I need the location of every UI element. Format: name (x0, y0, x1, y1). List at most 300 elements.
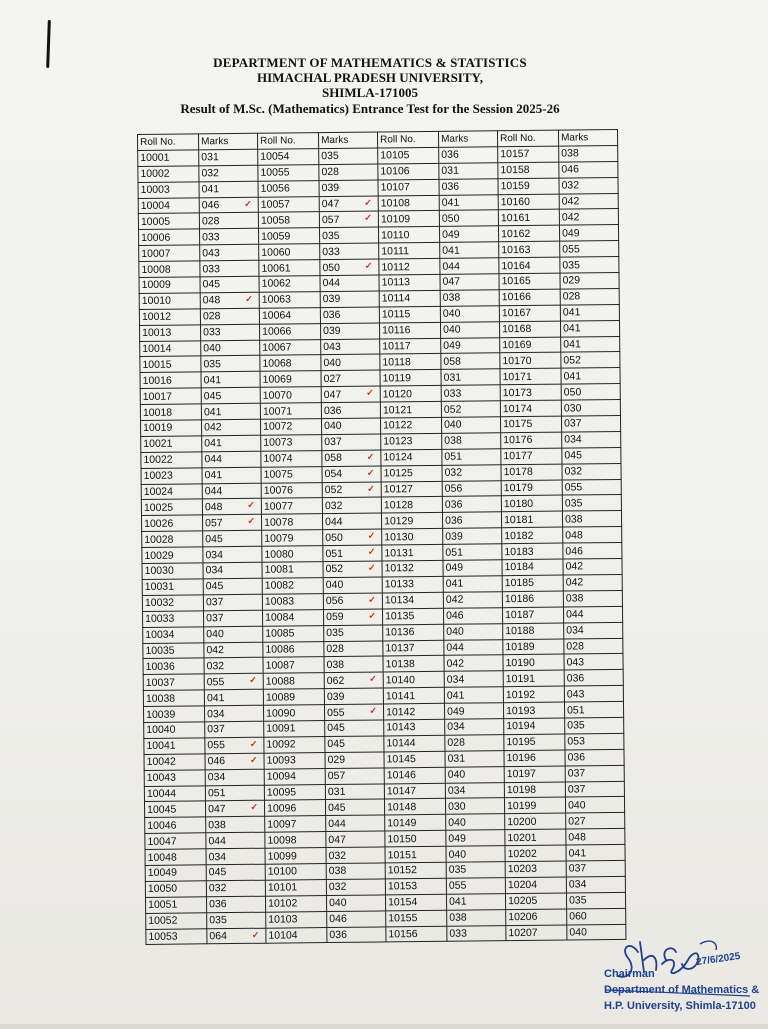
red-tick-mark-icon: ✓ (364, 260, 373, 271)
column-header: Marks (438, 131, 497, 148)
marks-value: 035 (568, 894, 587, 907)
roll-number-cell (263, 625, 324, 642)
red-tick-mark-icon: ✓ (368, 594, 376, 605)
marks-value: 041 (203, 405, 222, 418)
roll-number: 10182 (504, 529, 534, 542)
marks-value: 042 (561, 195, 580, 208)
marks-cell (441, 385, 500, 402)
marks-cell (562, 479, 621, 496)
roll-number: 10202 (507, 847, 537, 860)
marks-value: 042 (206, 644, 225, 657)
roll-number-cell (260, 339, 321, 356)
marks-value: 033 (202, 230, 220, 244)
roll-number: 10023 (143, 469, 173, 483)
roll-number: 10080 (264, 547, 294, 561)
marks-cell (562, 511, 621, 528)
roll-number: 10193 (505, 704, 536, 717)
marks-value: 058 (443, 355, 461, 368)
roll-number: 10120 (382, 387, 413, 401)
marks-value: 051 (445, 546, 463, 559)
roll-number: 10144 (386, 737, 416, 750)
marks-value: 044 (446, 641, 464, 654)
marks-cell (326, 847, 385, 864)
roll-number: 10201 (507, 831, 537, 844)
roll-number: 10195 (506, 736, 536, 749)
marks-cell (447, 909, 506, 926)
marks-value: 032 (561, 179, 580, 192)
marks-cell (319, 227, 378, 244)
marks-value: 035 (564, 497, 583, 510)
roll-number-cell (262, 593, 323, 610)
marks-value: 041 (204, 437, 222, 450)
roll-number-cell (504, 797, 565, 814)
marks-value: 055 (207, 739, 226, 752)
roll-number-cell (384, 783, 445, 800)
marks-value: 028 (326, 642, 344, 655)
roll-number: 10188 (505, 624, 535, 638)
roll-number-cell (143, 626, 204, 643)
marks-cell (563, 543, 622, 560)
marks-value: 040 (447, 768, 466, 781)
roll-number-cell (141, 499, 202, 516)
marks-value: 049 (445, 562, 464, 575)
roll-number-cell (380, 401, 441, 418)
marks-value: 035 (567, 719, 585, 732)
roll-number-cell (145, 881, 206, 898)
marks-value: 028 (321, 166, 340, 179)
roll-number-cell (378, 227, 439, 244)
marks-value: 043 (323, 340, 341, 354)
roll-number-cell (498, 210, 559, 227)
roll-number: 10151 (387, 848, 417, 861)
marks-value: 041 (562, 322, 581, 335)
marks-cell (200, 308, 259, 325)
marks-cell (205, 737, 264, 754)
marks-value: 038 (328, 865, 347, 878)
marks-value: 041 (445, 577, 464, 591)
roll-number: 10102 (268, 897, 298, 910)
marks-cell (202, 451, 261, 468)
marks-cell (325, 783, 384, 800)
roll-number: 10138 (385, 657, 415, 671)
roll-number: 10157 (500, 148, 530, 161)
marks-cell (319, 196, 378, 213)
marks-cell (439, 163, 498, 180)
roll-number: 10196 (506, 752, 536, 765)
marks-value: 032 (328, 849, 347, 862)
roll-number-cell (504, 782, 565, 799)
roll-number-cell (262, 562, 323, 579)
marks-cell (444, 703, 503, 720)
marks-value: 032 (444, 466, 463, 479)
roll-number: 10033 (145, 612, 175, 626)
document-heading (120, 55, 620, 116)
marks-cell (565, 749, 624, 766)
marks-cell (440, 306, 499, 323)
marks-cell (559, 177, 618, 194)
marks-value: 051 (566, 703, 585, 717)
university-name: HIMACHAL PRADESH UNIVERSITY, (257, 70, 483, 85)
roll-number-cell (500, 337, 561, 354)
marks-cell (322, 466, 381, 483)
roll-number-cell (144, 754, 205, 771)
roll-number-cell (384, 799, 445, 816)
roll-number: 10168 (502, 323, 532, 336)
roll-number-cell (264, 736, 325, 753)
marks-value: 038 (442, 291, 461, 305)
roll-number-cell (262, 578, 323, 595)
roll-number-cell (142, 579, 203, 596)
marks-value: 032 (206, 659, 225, 673)
roll-number-cell (138, 150, 199, 167)
marks-cell (445, 719, 504, 736)
roll-number-cell (498, 146, 559, 163)
roll-number: 10183 (504, 545, 534, 558)
roll-number-cell (263, 673, 324, 690)
roll-number: 10125 (383, 467, 413, 480)
roll-number: 10016 (142, 374, 172, 387)
marks-cell (444, 687, 503, 704)
marks-value: 055 (448, 879, 467, 893)
red-tick-mark-icon: ✓ (247, 500, 255, 511)
roll-number-cell (264, 721, 325, 738)
marks-value: 040 (324, 420, 342, 433)
roll-number-cell (264, 768, 325, 785)
roll-number-cell (141, 468, 202, 485)
marks-value: 039 (321, 181, 340, 195)
roll-number-cell (260, 355, 321, 372)
roll-number: 10155 (388, 912, 418, 925)
roll-number: 10108 (380, 197, 411, 210)
marks-cell (442, 449, 501, 466)
roll-number: 10152 (387, 864, 417, 877)
roll-number: 10180 (503, 497, 534, 511)
marks-value: 035 (562, 258, 580, 272)
roll-number-cell (502, 559, 563, 576)
roll-number-cell (385, 894, 446, 911)
marks-value: 034 (207, 771, 226, 784)
marks-cell (444, 655, 503, 672)
marks-value: 040 (442, 307, 461, 321)
marks-cell (559, 193, 618, 210)
marks-value: 051 (207, 787, 226, 800)
marks-cell (205, 753, 264, 770)
roll-number-cell (263, 689, 324, 706)
roll-number: 10047 (147, 835, 177, 848)
marks-cell (561, 415, 620, 432)
marks-value: 049 (562, 227, 580, 240)
results-table (137, 129, 626, 945)
roll-number-cell (258, 164, 319, 181)
signature-date: 27/6/2025 (695, 950, 742, 969)
roll-number: 10206 (508, 910, 538, 924)
marks-cell (559, 209, 618, 226)
roll-number-cell (258, 212, 319, 229)
roll-number: 10010 (141, 294, 172, 308)
marks-cell (564, 701, 623, 718)
red-tick-mark-icon: ✓ (249, 738, 258, 749)
roll-number-cell (265, 816, 326, 833)
marks-value: 034 (205, 564, 224, 577)
roll-number: 10008 (141, 263, 171, 276)
marks-cell (321, 354, 380, 371)
marks-cell (206, 896, 265, 913)
roll-number-cell (139, 229, 200, 246)
chairman-signature-block (600, 930, 768, 1024)
roll-number-cell (266, 911, 327, 928)
roll-number: 10096 (267, 802, 297, 815)
marks-cell (564, 654, 623, 671)
roll-number: 10074 (263, 452, 293, 465)
roll-number-cell (381, 497, 442, 514)
marks-value: 040 (448, 816, 466, 829)
marks-cell (203, 562, 262, 579)
roll-number-cell (142, 563, 203, 580)
marks-value: 029 (562, 274, 581, 288)
marks-cell (443, 592, 502, 609)
marks-cell (206, 880, 265, 897)
marks-value: 044 (328, 817, 346, 830)
marks-cell (322, 482, 381, 499)
roll-number-cell (386, 910, 447, 927)
roll-number: 10048 (147, 851, 177, 864)
marks-value: 041 (446, 689, 465, 702)
roll-number-cell (145, 817, 206, 834)
roll-number-cell (262, 546, 323, 563)
roll-number: 10009 (141, 279, 171, 292)
marks-cell (321, 386, 380, 403)
roll-number: 10057 (260, 198, 291, 211)
marks-cell (563, 574, 622, 591)
marks-cell (322, 513, 381, 530)
roll-number: 10178 (503, 466, 533, 479)
roll-number-cell (380, 417, 441, 434)
roll-number: 10031 (144, 581, 175, 594)
marks-cell (199, 149, 258, 166)
red-tick-mark-icon: ✓ (249, 675, 257, 686)
roll-number-cell (500, 353, 561, 370)
roll-number: 10068 (262, 357, 292, 370)
roll-number: 10186 (504, 593, 535, 606)
marks-cell (444, 671, 503, 688)
roll-number-cell (505, 813, 566, 830)
marks-value: 041 (448, 895, 467, 908)
roll-number-cell (261, 498, 322, 515)
roll-number: 10161 (500, 211, 531, 225)
roll-number: 10133 (384, 578, 414, 591)
marks-value: 032 (564, 465, 583, 478)
roll-number-cell (261, 435, 322, 452)
roll-number-cell (141, 436, 202, 453)
marks-cell (447, 925, 506, 942)
roll-number-cell (378, 163, 439, 180)
marks-value: 037 (567, 767, 586, 780)
marks-value: 036 (441, 180, 460, 193)
roll-number-cell (143, 642, 204, 659)
marks-cell (320, 307, 379, 324)
roll-number: 10021 (143, 438, 173, 451)
roll-number: 10066 (262, 325, 292, 338)
marks-value: 039 (445, 530, 463, 543)
marks-cell (202, 483, 261, 500)
marks-cell (320, 291, 379, 308)
marks-cell (442, 512, 501, 529)
marks-cell (204, 642, 263, 659)
roll-number: 10179 (503, 481, 533, 495)
roll-number: 10004 (140, 199, 171, 212)
column-header: Marks (318, 132, 377, 149)
roll-number: 10035 (145, 644, 175, 657)
roll-number: 10106 (380, 165, 410, 178)
roll-number: 10175 (503, 418, 533, 431)
roll-number: 10039 (146, 708, 176, 721)
roll-number-cell (261, 466, 322, 483)
marks-value: 041 (562, 306, 581, 319)
red-tick-mark-icon: ✓ (366, 467, 375, 478)
marks-cell (201, 387, 260, 404)
roll-number: 10089 (265, 690, 296, 704)
roll-number-cell (501, 464, 562, 481)
roll-number: 10170 (502, 354, 532, 368)
marks-value: 047 (208, 802, 226, 816)
marks-value: 028 (201, 215, 220, 228)
roll-number: 10095 (266, 786, 297, 799)
roll-number: 10006 (141, 231, 171, 244)
column-header: Roll No. (138, 134, 199, 151)
marks-cell (323, 545, 382, 562)
roll-number: 10114 (381, 292, 411, 305)
marks-value: 040 (569, 926, 587, 939)
red-tick-mark-icon: ✓ (251, 929, 260, 940)
marks-cell (565, 765, 624, 782)
marks-value: 058 (324, 452, 342, 465)
marks-value: 041 (204, 469, 223, 482)
marks-cell (565, 717, 624, 734)
roll-number-cell (382, 560, 443, 577)
marks-cell (324, 656, 383, 673)
roll-number: 10101 (267, 881, 298, 894)
marks-cell (200, 260, 259, 277)
roll-number: 10122 (383, 419, 413, 432)
marks-value: 052 (563, 354, 581, 367)
roll-number-cell (504, 734, 565, 751)
marks-cell (565, 781, 624, 798)
roll-number: 10203 (507, 863, 537, 876)
roll-number-cell (381, 481, 442, 498)
marks-cell (439, 194, 498, 211)
marks-cell (326, 879, 385, 896)
roll-number-cell (506, 909, 567, 926)
roll-number-cell (143, 674, 204, 691)
marks-cell (443, 544, 502, 561)
roll-number-cell (139, 261, 200, 278)
roll-number-cell (379, 274, 440, 291)
roll-number-cell (505, 845, 566, 862)
roll-number: 10107 (380, 181, 410, 194)
marks-cell (204, 705, 263, 722)
roll-number: 10167 (501, 307, 532, 320)
roll-number: 10085 (265, 627, 295, 640)
marks-value: 037 (567, 783, 586, 796)
marks-value: 040 (323, 356, 342, 369)
roll-number: 10115 (381, 308, 411, 321)
marks-value: 062 (326, 674, 345, 687)
marks-value: 049 (442, 228, 460, 241)
marks-cell (439, 178, 498, 195)
marks-value: 035 (209, 914, 227, 927)
marks-cell (200, 292, 259, 309)
roll-number: 10098 (267, 833, 297, 847)
marks-value: 060 (569, 910, 587, 923)
marks-value: 064 (209, 930, 227, 943)
marks-cell (200, 244, 259, 261)
marks-cell (440, 258, 499, 275)
marks-cell (320, 323, 379, 340)
marks-cell (566, 829, 625, 846)
roll-number-cell (138, 213, 199, 230)
marks-value: 045 (564, 449, 582, 462)
roll-number-cell (140, 388, 201, 405)
roll-number: 10017 (142, 390, 173, 403)
roll-number-cell (141, 515, 202, 532)
marks-cell (442, 496, 501, 513)
roll-number-cell (263, 705, 324, 722)
marks-value: 036 (567, 751, 586, 764)
roll-number-cell (378, 195, 439, 212)
roll-number: 10062 (261, 277, 291, 291)
roll-number: 10109 (380, 213, 411, 226)
roll-number: 10162 (501, 227, 531, 240)
red-tick-mark-icon: ✓ (368, 610, 377, 621)
roll-number: 10053 (148, 930, 178, 943)
roll-number: 10036 (145, 660, 175, 673)
marks-value: 045 (208, 866, 227, 879)
marks-cell (562, 495, 621, 512)
marks-cell (559, 145, 618, 162)
roll-number: 10044 (146, 787, 177, 800)
marks-value: 029 (327, 754, 346, 767)
roll-number: 10049 (147, 867, 178, 880)
roll-number-cell (501, 496, 562, 513)
red-tick-mark-icon: ✓ (247, 516, 256, 527)
roll-number: 10204 (507, 879, 538, 892)
marks-value: 039 (326, 690, 345, 703)
roll-number: 10123 (383, 435, 413, 448)
roll-number: 10087 (265, 659, 295, 672)
roll-number-cell (380, 386, 441, 403)
marks-cell (326, 831, 385, 848)
marks-value: 040 (446, 625, 464, 638)
roll-number: 10070 (262, 389, 293, 402)
marks-cell (324, 625, 383, 642)
marks-value: 050 (325, 531, 343, 544)
marks-value: 052 (324, 483, 343, 497)
roll-number: 10100 (267, 865, 298, 879)
roll-number-cell (502, 575, 563, 592)
marks-value: 040 (567, 799, 586, 812)
roll-number-cell (385, 846, 446, 863)
roll-number-cell (138, 166, 199, 183)
roll-number: 10174 (502, 402, 533, 415)
roll-number-cell (379, 306, 440, 323)
marks-cell (207, 912, 266, 929)
roll-number-cell (143, 658, 204, 675)
marks-cell (319, 164, 378, 181)
marks-value: 032 (328, 881, 347, 894)
roll-number-cell (504, 750, 565, 767)
marks-value: 048 (568, 830, 586, 844)
roll-number: 10111 (381, 244, 409, 258)
